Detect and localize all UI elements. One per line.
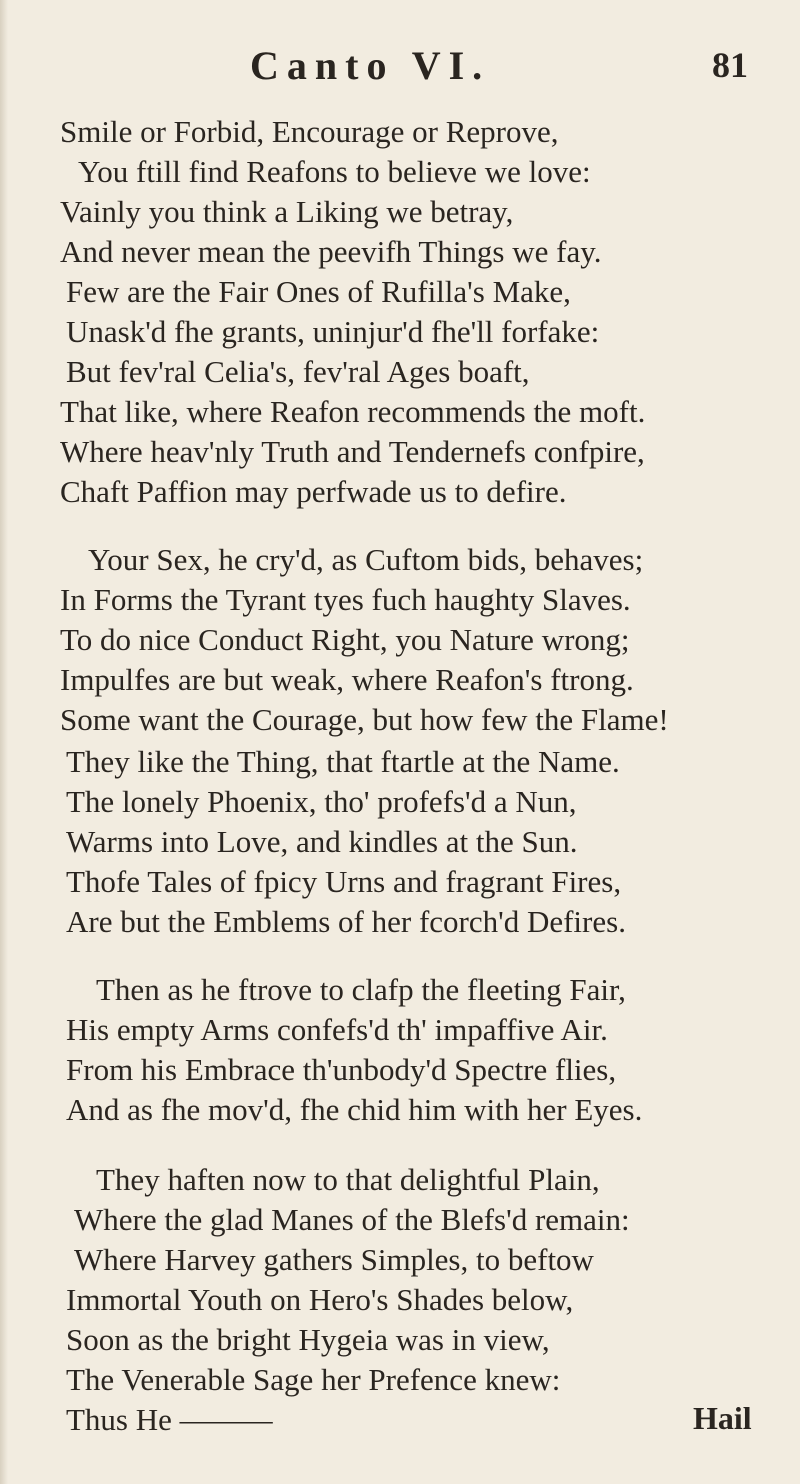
verse-line: Unask'd fhe grants, uninjur'd fhe'll forfake:: [66, 314, 600, 349]
verse-line: In Forms the Tyrant tyes fuch haughty Slaves.: [60, 582, 631, 617]
verse-line: Some want the Courage, but how few the Flame!: [60, 702, 669, 737]
verse-line: Immortal Youth on Hero's Shades below,: [66, 1282, 574, 1317]
verse-line: Thus He ———: [66, 1402, 273, 1437]
verse-line: Chaft Paffion may perfwade us to defire.: [60, 474, 567, 509]
verse-line: But fev'ral Celia's, fev'ral Ages boaft,: [66, 354, 530, 389]
page-number: 81: [712, 45, 748, 85]
verse-line: That like, where Reafon recommends the moft.: [60, 394, 646, 429]
verse-line: They like the Thing, that ftartle at the Name.: [66, 744, 620, 779]
page-edge-shadow: [0, 0, 8, 1484]
verse-line: Are but the Emblems of her fcorch'd Defires.: [66, 904, 626, 939]
verse-line: The lonely Phoenix, tho' profefs'd a Nun,: [66, 784, 577, 819]
verse-line: Where Harvey gathers Simples, to beftow: [74, 1242, 594, 1277]
catchword: Hail: [693, 1400, 752, 1436]
verse-line: Where the glad Manes of the Blefs'd remain:: [74, 1202, 630, 1237]
verse-line: Few are the Fair Ones of Rufilla's Make,: [66, 274, 571, 309]
verse-line: From his Embrace th'unbody'd Spectre flies,: [66, 1052, 617, 1087]
verse-line: Thofe Tales of fpicy Urns and fragrant Fires,: [66, 864, 622, 899]
verse-line: They haften now to that delightful Plain,: [96, 1162, 600, 1197]
verse-line: You ftill find Reafons to believe we love:: [78, 154, 591, 189]
verse-line: Vainly you think a Liking we betray,: [60, 194, 514, 229]
page-header: [0, 42, 800, 102]
verse-line: Impulfes are but weak, where Reafon's ftrong.: [60, 662, 634, 697]
verse-line: Soon as the bright Hygeia was in view,: [66, 1322, 550, 1357]
verse-line: Smile or Forbid, Encourage or Reprove,: [60, 114, 559, 149]
verse-line: Your Sex, he cry'd, as Cuftom bids, behaves;: [88, 542, 644, 577]
verse-line: Warms into Love, and kindles at the Sun.: [66, 824, 578, 859]
verse-line: To do nice Conduct Right, you Nature wrong;: [60, 622, 630, 657]
verse-line: His empty Arms confefs'd th' impaffive Air.: [66, 1012, 608, 1047]
verse-line: And never mean the peevifh Things we fay.: [60, 234, 602, 269]
verse-line: The Venerable Sage her Prefence knew:: [66, 1362, 561, 1397]
verse-line: And as fhe mov'd, fhe chid him with her Eyes.: [66, 1092, 643, 1127]
verse-line: Then as he ftrove to clafp the fleeting Fair,: [96, 972, 626, 1007]
running-head: Canto VI.: [250, 43, 491, 88]
verse-line: Where heav'nly Truth and Tendernefs confpire,: [60, 434, 645, 469]
